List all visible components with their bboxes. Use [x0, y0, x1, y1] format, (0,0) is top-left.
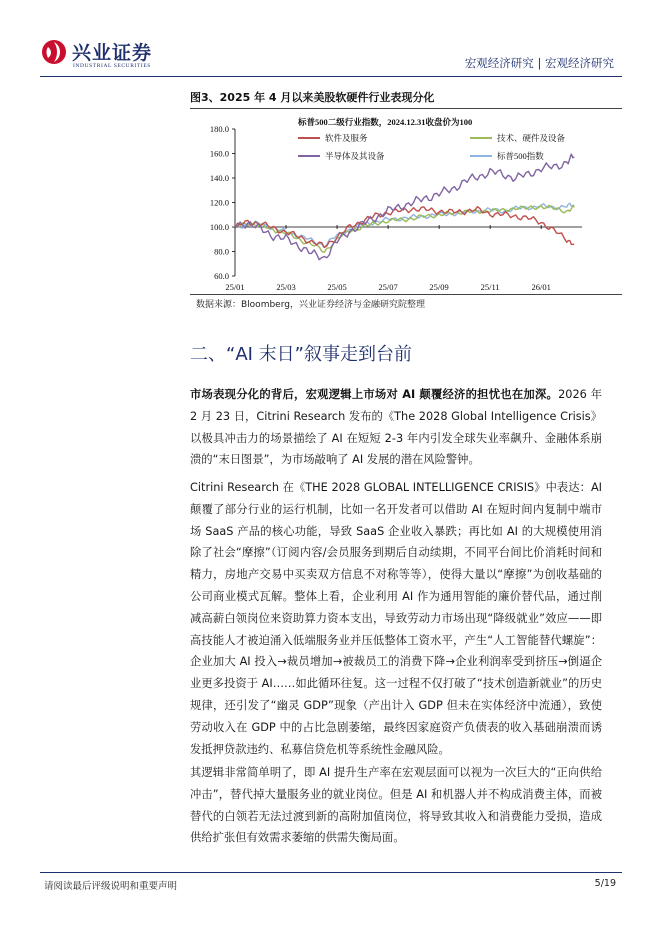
- section-title: 二、“AI 末日”叙事走到台前: [190, 344, 412, 365]
- y-tick-label: 60.0: [214, 271, 229, 281]
- page-header: [0, 0, 662, 80]
- header-category: 宏观经济研究 | 宏观经济研究: [464, 56, 614, 70]
- legend-label: 半导体及其设备: [325, 151, 385, 161]
- page-number: 5/19: [594, 878, 616, 889]
- header-divider: [40, 76, 622, 77]
- company-logo: [40, 38, 170, 74]
- y-tick-labels: [210, 124, 235, 281]
- paragraph-1-lead: 市场表现分化的背后，宏观逻辑上市场对 AI 颠覆经济的担忧也在加深。: [190, 388, 559, 401]
- paragraph-1-body: 2026 年 2 月 23 日，Citrini Research 发布的《The 2028 Global Intelligence Crisis》以极具冲击力的场景描绘了 AI 在短短 2-3 年内引发全球失业率飙升、金融体系崩溃的“末日图景”，为市场敲响了 AI 发展的潜在风险警钟。: [190, 388, 602, 467]
- x-tick-label: 25/03: [276, 282, 296, 292]
- paragraph-3: 其逻辑非常简单明了，即 AI 提升生产率在宏观层面可以视为一次巨大的“正向供给冲击”，替代掉大量服务业的就业岗位。但是 AI 和机器人并不构成消费主体，而被替代的白领若无法过渡到新的高附加值岗位，将导致其收入和消费能力受损，造成供给扩张但有效需求萎缩的供需失衡局面。: [190, 766, 602, 845]
- logo-english-name: INDUSTRIAL SECURITIES: [73, 63, 151, 69]
- line-chart: [190, 110, 622, 296]
- x-tick-label: 25/11: [480, 282, 500, 292]
- series-lines: [235, 154, 574, 260]
- logo-emblem-icon: [40, 38, 68, 66]
- x-tick-label: 25/09: [429, 282, 449, 292]
- y-tick-label: 140.0: [209, 173, 229, 183]
- figure-bottom-rule: [190, 294, 622, 295]
- y-tick-label: 120.0: [209, 197, 229, 208]
- figure-top-rule: [190, 108, 622, 109]
- footer-divider: [40, 872, 622, 873]
- chart-legend: [298, 133, 566, 161]
- x-tick-label: 25/01: [225, 282, 245, 292]
- y-tick-label: 80.0: [214, 246, 229, 257]
- y-tick-label: 160.0: [209, 148, 229, 159]
- y-tick-label: 180.0: [209, 124, 229, 134]
- figure-source: 数据来源：Bloomberg，兴业证券经济与金融研究院整理: [196, 300, 425, 310]
- x-tick-label: 26/01: [531, 282, 551, 292]
- legend-label: 技术、硬件及设备: [497, 133, 566, 143]
- logo-chinese-name: 兴业证券: [72, 42, 153, 64]
- legend-label: 标普500指数: [497, 151, 544, 161]
- legend-label: 软件及服务: [325, 133, 368, 143]
- y-tick-label: 100.0: [209, 222, 229, 232]
- chart-title: 标普500二级行业指数，2024.12.31收盘价为100: [298, 117, 473, 127]
- paragraph-2: Citrini Research 在《THE 2028 GLOBAL INTELLIGENCE CRISIS》中表达：AI 颠覆了部分行业的运行机制，比如一名开发者可以借助 AI 在短时间内复制中端市场 SaaS 产品的核心功能，导致 SaaS 企业收入暴跌；再比如 AI 的大规模使用消除了社会“摩擦”（订阅内容/会员服务到期后自动续期，不同平台间比价消耗时间和精力，房地产交易中买卖双方信息不对称等等），使得大量以“摩擦”为创收基础的公司商业模式瓦解。整体上看，企业利用 AI 作为通用智能的廉价替代品，通过削减高薪白领岗位来资助算力资本支出，导致劳动力市场出现“降级就业”效应——即高技能人才被迫涌入低端服务业并压低整体工资水平，产生“人工智能替代螺旋”：企业加大 AI 投入→裁员增加→被裁员工的消费下降→企业利润率受到挤压→倒逼企业更多投资于 AI……如此循环往复。这一过程不仅打破了“技术创造新就业”的历史规律，还引发了“幽灵 GDP”现象（产出计入 GDP 但未在实体经济中流通），致使劳动收入在 GDP 中的占比急剧萎缩，最终因家庭资产负债表的收入基础崩溃而诱发抵押贷款违约、私募信贷危机等系统性金融风险。: [190, 481, 602, 756]
- figure-title: 图3、2025 年 4 月以来美股软硬件行业表现分化: [190, 91, 435, 104]
- x-tick-labels: [225, 225, 551, 292]
- footer-disclaimer: 请阅读最后评级说明和重要声明: [44, 881, 178, 892]
- x-tick-label: 25/05: [327, 282, 347, 292]
- paragraph-1: [190, 384, 602, 471]
- x-tick-label: 25/07: [378, 282, 398, 292]
